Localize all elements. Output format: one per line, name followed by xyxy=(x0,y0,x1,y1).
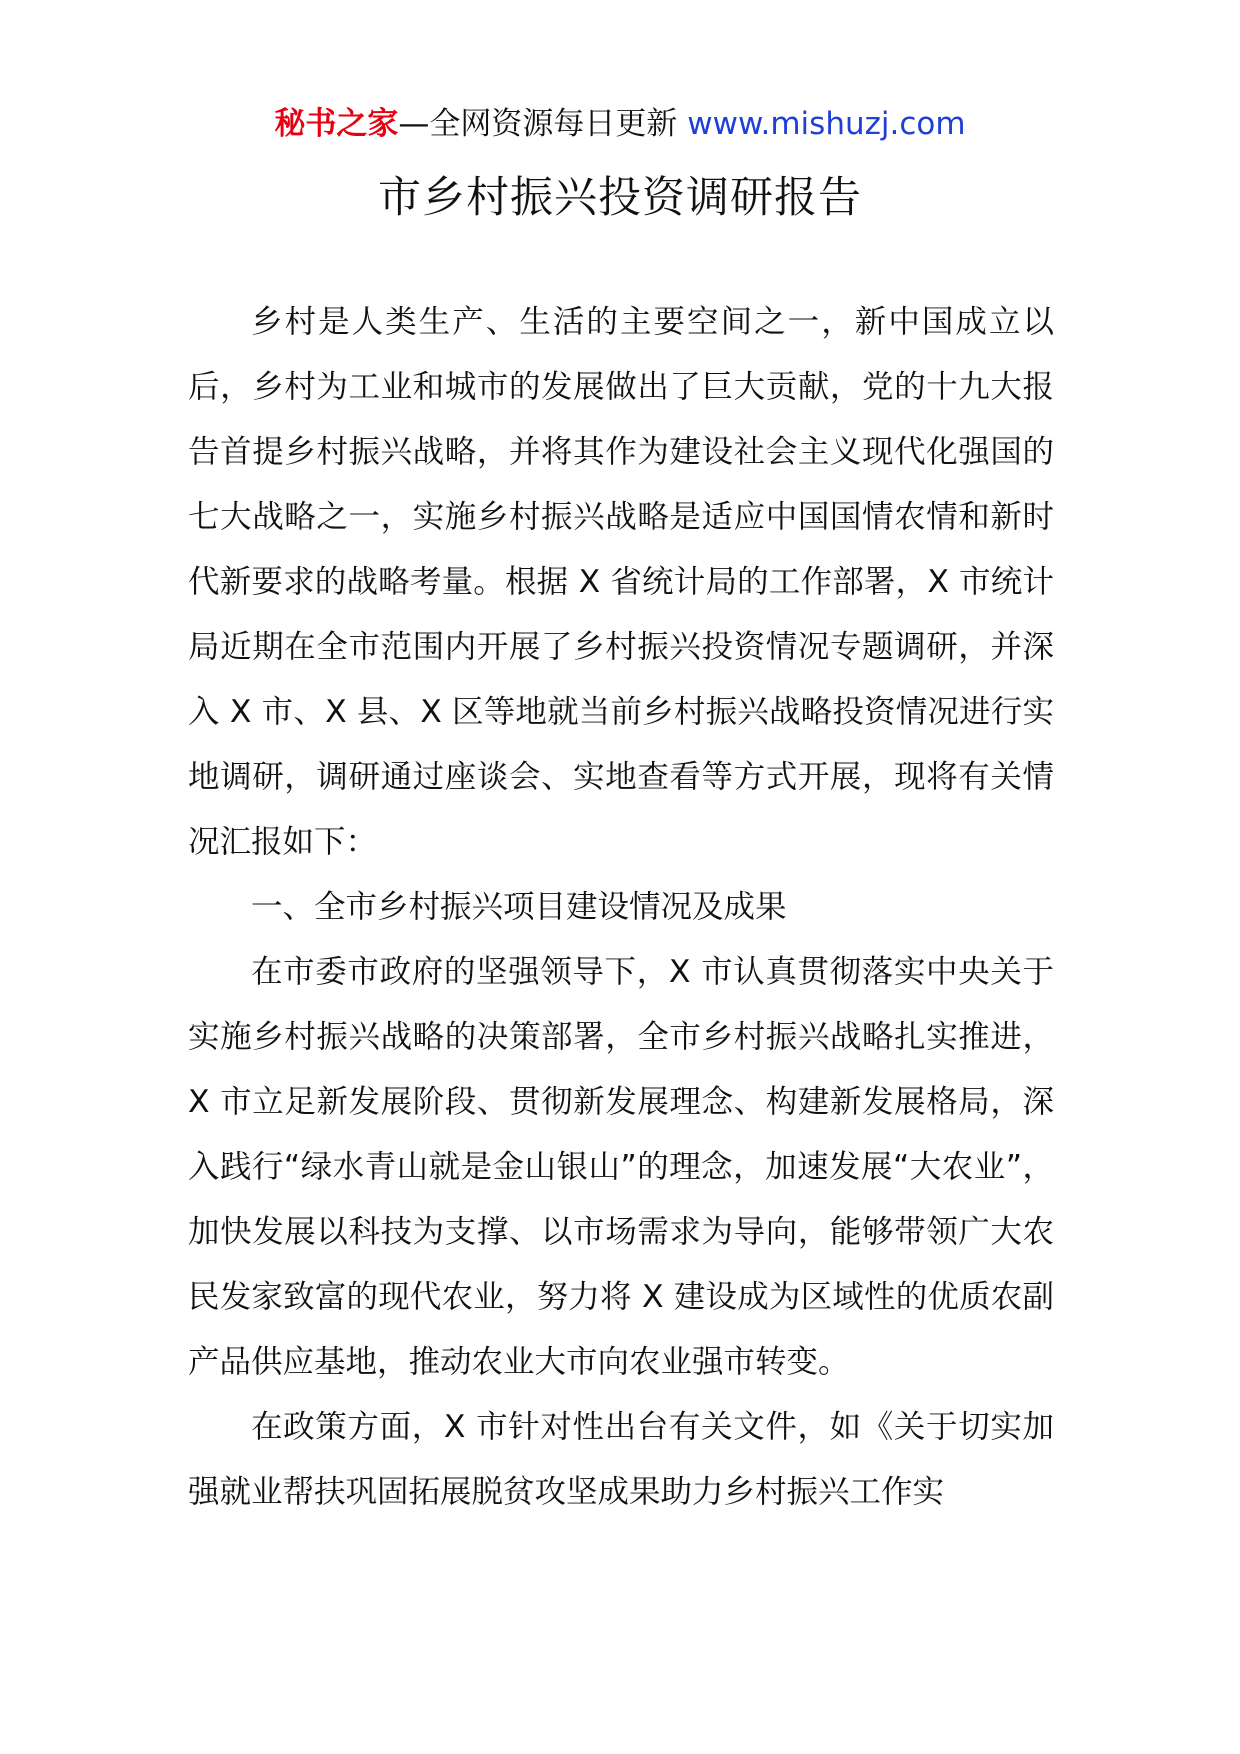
intro-paragraph: 乡村是人类生产、生活的主要空间之一，新中国成立以后，乡村为工业和城市的发展做出了巨大贡献，党的十九大报告首提乡村振兴战略，并将其作为建设社会主义现代化强国的七大战略之一，实施乡村振兴战略是适应中国国情农情和新时代新要求的战略考量。根据 X 省统计局的工作部署，X 市统计局近期在全市范围内开展了乡村振兴投资情况专题调研，并深入 X 市、X 县、X 区等地就当前乡村振兴战略投资情况进行实地调研，调研通过座谈会、实地查看等方式开展，现将有关情况汇报如下： xyxy=(188,304,1054,860)
site-header xyxy=(0,102,1240,146)
body-paragraph: 在市委市政府的坚强领导下，X 市认真贯彻落实中央关于实施乡村振兴战略的决策部署，全市乡村振兴战略扎实推进，X 市立足新发展阶段、贯彻新发展理念、构建新发展格局，深入践行“绿水青山就是金山银山”的理念，加速发展“大农业”，加快发展以科技为支撑、以市场需求为导向，能够带领广大农民发家致富的现代农业，努力将 X 建设成为区域性的优质农副产品供应基地，推动农业大市向农业强市转变。 xyxy=(188,954,1054,1380)
section-heading: 一、全市乡村振兴项目建设情况及成果 xyxy=(251,889,787,925)
document-title: 市乡村振兴投资调研报告 xyxy=(378,173,862,223)
site-url-link[interactable]: www.mishuzj.com xyxy=(687,106,966,142)
site-tagline: —全网资源每日更新 xyxy=(398,106,678,142)
site-brand: 秘书之家 xyxy=(274,106,399,142)
document-body xyxy=(188,290,1054,1525)
body-paragraph: 在政策方面，X 市针对性出台有关文件，如《关于切实加强就业帮扶巩固拓展脱贫攻坚成果助力乡村振兴工作实 xyxy=(188,1409,1054,1510)
